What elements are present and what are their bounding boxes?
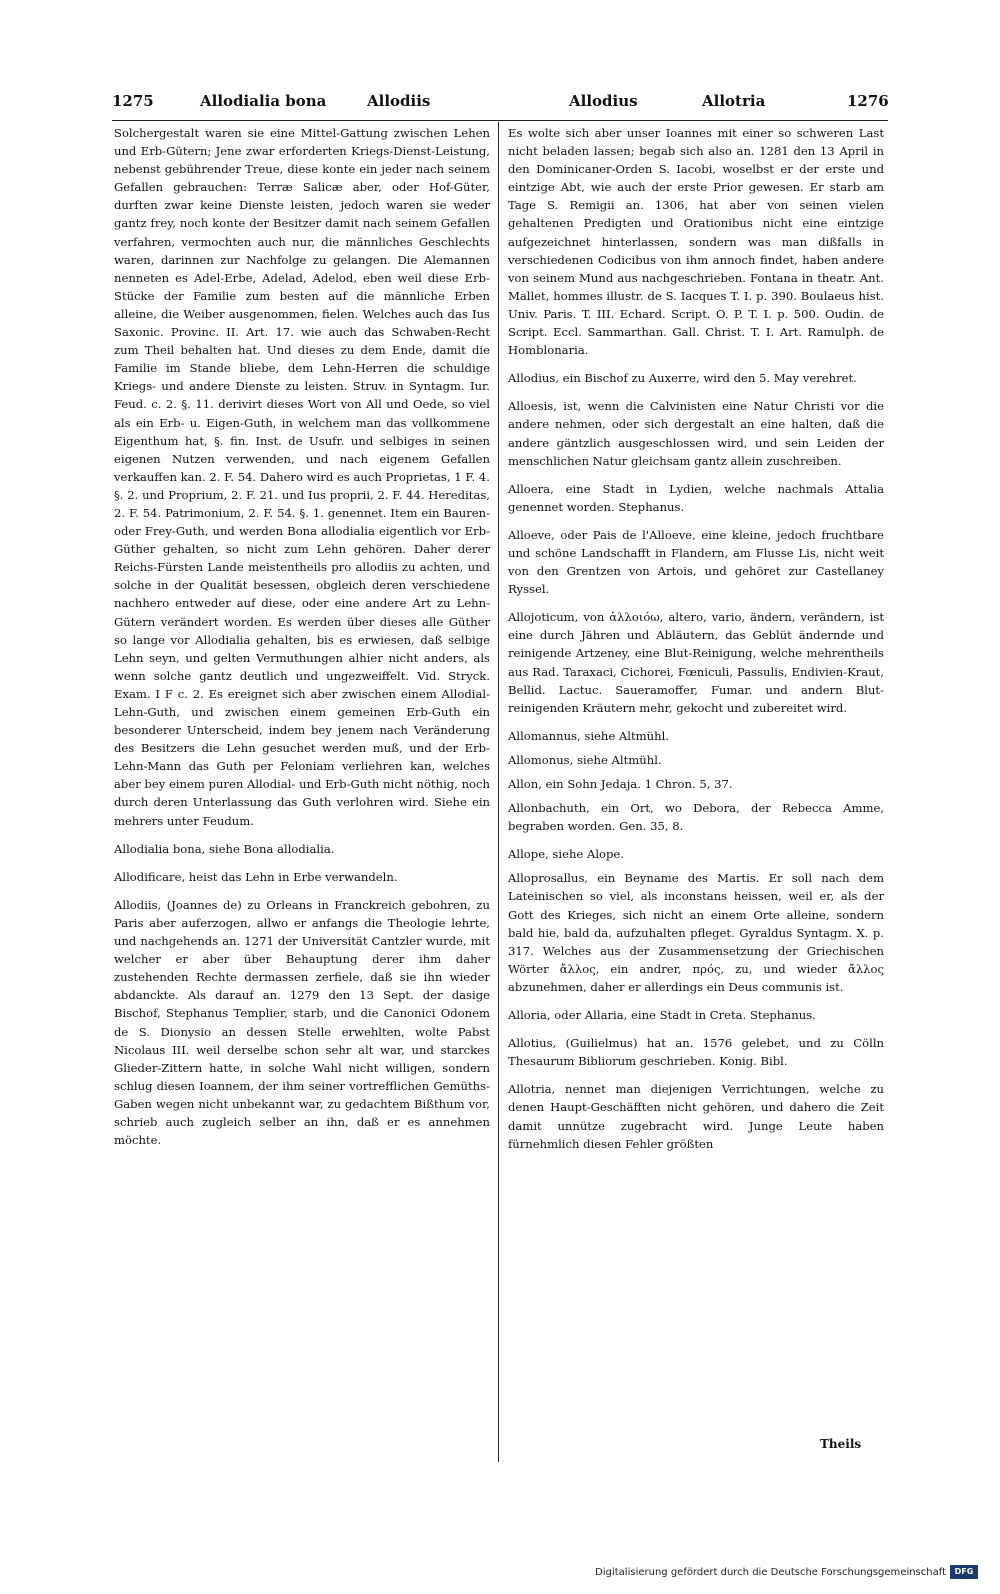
entry-allodialia-bona: Allodialia bona, siehe Bona allodialia.	[114, 841, 335, 856]
entry-alloesis: Alloesis, ist, wenn die Calvinisten eine Natur Christi vor die andere nehmen, oder sich dergestalt an eine halten, daß die andere gäntzlich ausgeschlossen wird, und sein Leiden der menschlichen Natur gleichsam gantz allein zuschreiben.	[508, 399, 884, 468]
left-column	[114, 124, 490, 1159]
entry-allojoticum: Allojoticum, von ἀλλοιόω, altero, vario, ändern, verändern, ist eine durch Jähren und Abläutern, das Geblüt ändernde und reinigende Artzeney, eine Blut-Reinigung, welche mehrentheils aus Rad. Taraxaci, Cichorei, Fœniculi, Passulis, Endivien-Kraut, Bellid. Lactuc. Saueramoffer, Fumar. und andern Blut-reinigenden Kräutern mehr, gekocht und zubereitet wird.	[508, 610, 884, 715]
page-number-right: 1276	[847, 92, 889, 110]
catchword: Theils	[820, 1437, 862, 1451]
page-header	[112, 90, 888, 120]
entry-allonbachuth: Allonbachuth, ein Ort, wo Debora, der Rebecca Amme, begraben worden. Gen. 35, 8.	[508, 801, 884, 834]
column-divider	[498, 122, 499, 1462]
dfg-logo-icon: DFG	[950, 1565, 978, 1579]
entry-allodius: Allodius, ein Bischof zu Auxerre, wird den 5. May verehret.	[508, 371, 857, 386]
entry-alloprosallus: Alloprosallus, ein Beyname des Martis. Er soll nach dem Lateinischen so viel, als inconstans heissen, weil er, als der Gott des Krieges, sich nicht an einem Orte alleine, sondern bald hie, bald da, aufzuhalten pfleget. Gyraldus Syntagm. X. p. 317. Welches aus der Zusammensetzung der Griechischen Wörter ἄλλος, ein andrer, πρός, zu, und wieder ἄλλος abzunehmen, daher er allerdings ein Deus communis ist.	[508, 871, 884, 994]
entry-allodialia-text: Solchergestalt waren sie eine Mittel-Gattung zwischen Lehen und Erb-Gütern; Jene zwar erforderten Kriegs-Dienst-Leistung, nebenst gebührender Treue, diese konte ein jeder nach seinem Gefallen gebrauchen: Terræ Salicæ aber, oder Hof-Güter, durften zwar keine Dienste leisten, jedoch waren sie weder gantz frey, noch konte der Besitzer damit nach seinem Gefallen verfahren, vermochten auch nur, die männliches Geschlechts waren, darinnen zur Nachfolge zu gelangen. Die Alemannen nenneten es Adel-Erbe, Adelad, Adelod, eben weil diese Erb-Stücke der Familie zum besten auf die männliche Erben alleine, die Weiber ausgenommen, fielen. Welches auch das Ius Saxonic. Provinc. II. Art. 17. wie auch das Schwaben-Recht zum Theil behalten hat. Und dieses zu dem Ende, damit die Familie im Stande bliebe, dem Lehn-Herren die schuldige Kriegs- und andere Dienste zu leisten. Struv. in Syntagm. Iur. Feud. c. 2. §. 11. derivirt dieses Wort von All und Oede, so viel als ein Erb- u. Eigen-Guth, in welchem man das vollkommene Eigenthum hat, §. fin. Inst. de Usufr. und selbiges in seinen eigenen Nutzen verwenden, und nach eigenem Gefallen verkauffen kan. 2. F. 54. Dahero wird es auch Proprietas, 1 F. 4. §. 2. und Proprium, 2. F. 21. und Ius proprii, 2. F. 44. Hereditas, 2. F. 54. Patrimonium, 2. F. 54. §. 1. genennet. Item ein Bauren- oder Frey-Guth, und werden Bona allodialia eigentlich vor Erb-Güther gehalten, so nicht zum Lehn gehören. Daher derer Reichs-Fürsten Lande meistentheils pro allodiis zu achten, und solche in der Qualität besessen, obgleich deren verschiedene nachhero entweder auf diese, oder eine andere Art zu Lehn-Gütern verändert worden. Es werden über dieses alle Güther so lange vor Allodialia gehalten, bis es erwiesen, daß selbige Lehn seyn, und gelten Vermuthungen alhier nicht anders, als wenn solche gantz deutlich und ungezweiffelt. Vid. Stryck. Exam. I F c. 2. Es ereignet sich aber zwischen einem Allodial-Lehn-Guth, und zwischen einem gemeinen Erb-Guth ein besonderer Unterscheid, indem bey jenem nach Veränderung des Besitzers die Lehn gesuchet werden muß, und der Erb-Lehn-Mann das Guth per Feloniam verliehren kan, welches aber bey einem puren Allodial- und Erb-Guth nicht nöthig, noch durch deren Unterlassung das Guth verlohren wird. Siehe ein mehrers unter Feudum.	[114, 126, 490, 828]
entry-allomonus: Allomonus, siehe Altmühl.	[508, 752, 662, 767]
digitization-footer	[0, 1562, 1000, 1584]
page-number-left: 1275	[112, 92, 154, 110]
running-head-right: Allodius	[569, 92, 638, 110]
running-head-left: Allodialia bona	[200, 92, 327, 110]
entry-allotius: Allotius, (Guilielmus) hat an. 1576 gelebet, und zu Cölln Thesaurum Bibliorum geschrieben. Konig. Bibl.	[508, 1036, 884, 1069]
entry-alloera: Alloera, eine Stadt in Lydien, welche nachmals Attalia genennet worden. Stephanus.	[508, 481, 884, 514]
right-column	[508, 124, 884, 1163]
entry-allodiis: Allodiis, (Joannes de) zu Orleans in Franckreich gebohren, zu Paris aber auferzogen, allwo er anfangs die Theologie lehrte, und nachgehends an. 1271 der Universität Cantzler wurde, mit welcher er aber über Behauptung derer ihm daher zustehenden Rechte dermassen zerfiele, daß sie ihn wieder abdanckte. Als darauf an. 1279 den 13 Sept. der dasige Bischof, Stephanus Templier, starb, und die Canonici Odonem de S. Dionysio an dessen Stelle erwehlten, wolte Pabst Nicolaus III. weil derselbe schon sehr alt war, und starckes Glieder-Zittern hatte, in solche Wahl nicht willigen, sondern schlug diesen Ioannem, der ihm seiner vortrefflichen Gemüths-Gaben wegen nicht unbekannt war, zu gedachtem Bißthum vor, schrieb auch zugleich selber an ihn, daß er es annehmen möchte.	[114, 897, 490, 1148]
entry-alloria: Alloria, oder Allaria, eine Stadt in Creta. Stephanus.	[508, 1008, 816, 1023]
header-rule	[112, 120, 888, 121]
footer-credit-text: Digitalisierung gefördert durch die Deutsche Forschungsgemeinschaft	[595, 1567, 946, 1578]
entry-allodificare: Allodificare, heist das Lehn in Erbe verwandeln.	[114, 869, 398, 884]
entry-allope: Allope, siehe Alope.	[508, 847, 624, 862]
entry-allomannus: Allomannus, siehe Altmühl.	[508, 728, 669, 743]
running-head-left-2: Allodiis	[367, 92, 431, 110]
entry-allotria: Allotria, nennet man diejenigen Verrichtungen, welche zu denen Haupt-Geschäfften nicht gehören, und dahero die Zeit damit unnütze zugebracht wird. Junge Leute haben fürnehmlich diesen Fehler größten	[508, 1082, 884, 1151]
running-head-right-2: Allotria	[702, 92, 766, 110]
entry-allodiis-continued: Es wolte sich aber unser Ioannes mit einer so schweren Last nicht beladen lassen; begab sich also an. 1281 den 13 April in den Dominicaner-Orden S. Iacobi, woselbst er der erste und eintzige Abt, wie auch der erste Prior gewesen. Er starb am Tage S. Remigii an. 1306, hat aber von seinen vielen gehaltenen Predigten und Orationibus nicht eine eintzige aufgezeichnet hinterlassen, sondern was man dißfalls in verschiedenen Codicibus von ihm annoch findet, haben andere von seinem Mund aus nachgeschrieben. Fontana in theatr. Ant. Mallet, hommes illustr. de S. Iacques T. I. p. 390. Boulaeus hist. Univ. Paris. T. III. Echard. Script. O. P. T. I. p. 500. Oudin. de Script. Eccl. Sammarthan. Gall. Christ. T. I. Art. Ramulph. de Homblonaria.	[508, 126, 884, 358]
entry-alloeve: Alloeve, oder Pais de l'Alloeve, eine kleine, jedoch fruchtbare und schöne Landschafft in Flandern, am Flusse Lis, nicht weit von den Grentzen von Artois, und gehöret zur Castellaney Ryssel.	[508, 527, 884, 597]
entry-allon: Allon, ein Sohn Jedaja. 1 Chron. 5, 37.	[508, 777, 733, 791]
